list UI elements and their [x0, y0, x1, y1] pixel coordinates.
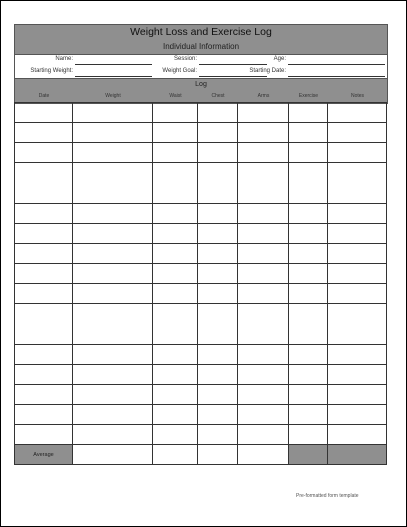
- log-cell[interactable]: [238, 264, 289, 284]
- log-cell[interactable]: [328, 103, 387, 123]
- log-row: [15, 123, 387, 143]
- log-cell[interactable]: [73, 425, 153, 445]
- average-cell[interactable]: [238, 445, 289, 465]
- average-label: Average: [15, 445, 73, 465]
- log-row: [15, 143, 387, 163]
- log-cell[interactable]: [73, 123, 153, 143]
- log-row: [15, 405, 387, 425]
- log-cell[interactable]: [238, 163, 289, 204]
- name-field[interactable]: [75, 64, 152, 65]
- log-cell[interactable]: [289, 365, 328, 385]
- weight-goal-field[interactable]: [199, 76, 267, 77]
- log-cell[interactable]: [15, 123, 73, 143]
- log-cell[interactable]: [289, 224, 328, 244]
- log-row: [15, 103, 387, 123]
- log-cell[interactable]: [328, 143, 387, 163]
- log-cell[interactable]: [198, 304, 238, 345]
- log-cell[interactable]: [153, 163, 198, 204]
- log-cell[interactable]: [238, 365, 289, 385]
- log-cell[interactable]: [238, 103, 289, 123]
- log-cell[interactable]: [15, 204, 73, 224]
- average-cell[interactable]: [153, 445, 198, 465]
- log-cell[interactable]: [153, 345, 198, 365]
- log-cell[interactable]: [73, 345, 153, 365]
- log-cell[interactable]: [198, 405, 238, 425]
- log-cell[interactable]: [328, 284, 387, 304]
- log-cell[interactable]: [153, 224, 198, 244]
- log-row: [15, 304, 387, 345]
- log-cell[interactable]: [289, 163, 328, 204]
- age-label: Age:: [273, 56, 286, 62]
- log-cell[interactable]: [328, 204, 387, 224]
- log-cell[interactable]: [198, 204, 238, 224]
- log-cell[interactable]: [73, 304, 153, 345]
- log-row: [15, 163, 387, 204]
- name-label: Name:: [55, 56, 73, 62]
- log-row: [15, 264, 387, 284]
- log-cell[interactable]: [238, 405, 289, 425]
- log-cell[interactable]: [238, 304, 289, 345]
- section-individual-info: Individual Information: [162, 42, 240, 51]
- starting-date-field[interactable]: [288, 76, 385, 77]
- log-cell[interactable]: [238, 244, 289, 264]
- log-cell[interactable]: [289, 143, 328, 163]
- log-cell[interactable]: [198, 284, 238, 304]
- column-header-date: Date: [38, 93, 50, 99]
- log-row: [15, 365, 387, 385]
- log-cell[interactable]: [238, 123, 289, 143]
- log-cell[interactable]: [73, 103, 153, 123]
- log-cell[interactable]: [153, 143, 198, 163]
- session-field[interactable]: [199, 64, 267, 65]
- log-cell[interactable]: [73, 385, 153, 405]
- log-cell[interactable]: [73, 405, 153, 425]
- log-cell[interactable]: [198, 163, 238, 204]
- column-header-waist: Waist: [169, 93, 182, 99]
- log-row: [15, 204, 387, 224]
- form-title: Weight Loss and Exercise Log: [130, 26, 272, 38]
- log-cell[interactable]: [328, 123, 387, 143]
- log-row: [15, 284, 387, 304]
- log-cell[interactable]: [15, 405, 73, 425]
- log-cell[interactable]: [15, 224, 73, 244]
- log-row: [15, 345, 387, 365]
- log-cell[interactable]: [238, 425, 289, 445]
- log-cell[interactable]: [328, 163, 387, 204]
- log-cell[interactable]: [73, 365, 153, 385]
- log-cell[interactable]: [73, 143, 153, 163]
- log-cell[interactable]: [238, 224, 289, 244]
- log-cell[interactable]: [198, 345, 238, 365]
- average-cell-disabled: [328, 445, 387, 465]
- log-cell[interactable]: [15, 365, 73, 385]
- log-cell[interactable]: [15, 304, 73, 345]
- log-cell[interactable]: [289, 345, 328, 365]
- log-cell[interactable]: [198, 103, 238, 123]
- log-row: [15, 385, 387, 405]
- log-cell[interactable]: [289, 204, 328, 224]
- log-cell[interactable]: [153, 405, 198, 425]
- log-cell[interactable]: [198, 264, 238, 284]
- log-cell[interactable]: [153, 204, 198, 224]
- log-cell[interactable]: [153, 385, 198, 405]
- average-cell[interactable]: [198, 445, 238, 465]
- log-cell[interactable]: [15, 244, 73, 264]
- log-cell[interactable]: [153, 123, 198, 143]
- column-header-notes: Notes: [350, 93, 365, 99]
- log-cell[interactable]: [198, 123, 238, 143]
- log-cell[interactable]: [198, 224, 238, 244]
- log-cell[interactable]: [198, 385, 238, 405]
- log-cell[interactable]: [73, 163, 153, 204]
- column-header-weight: Weight: [105, 93, 121, 99]
- log-cell[interactable]: [73, 204, 153, 224]
- log-cell[interactable]: [198, 425, 238, 445]
- average-cell[interactable]: [73, 445, 153, 465]
- log-cell[interactable]: [153, 425, 198, 445]
- log-cell[interactable]: [289, 385, 328, 405]
- log-cell[interactable]: [289, 244, 328, 264]
- log-cell[interactable]: [153, 103, 198, 123]
- log-row: [15, 244, 387, 264]
- log-cell[interactable]: [153, 264, 198, 284]
- session-label: Session:: [173, 56, 197, 62]
- log-cell[interactable]: [328, 304, 387, 345]
- average-row: [15, 445, 387, 465]
- log-cell[interactable]: [73, 284, 153, 304]
- starting-weight-field[interactable]: [75, 76, 152, 77]
- log-cell[interactable]: [153, 284, 198, 304]
- log-cell[interactable]: [289, 425, 328, 445]
- age-field[interactable]: [288, 64, 385, 65]
- log-cell[interactable]: [328, 264, 387, 284]
- log-cell[interactable]: [238, 385, 289, 405]
- form-header: [14, 24, 388, 55]
- log-title: Log: [195, 81, 207, 88]
- column-header-exercise: Exercise: [298, 93, 319, 99]
- footer-note: Pre-formatted form template: [296, 493, 359, 499]
- log-cell[interactable]: [238, 345, 289, 365]
- weight-goal-label: Weight Goal:: [162, 68, 197, 74]
- log-cell[interactable]: [15, 143, 73, 163]
- log-cell[interactable]: [15, 103, 73, 123]
- log-cell[interactable]: [328, 365, 387, 385]
- log-cell[interactable]: [15, 284, 73, 304]
- log-cell[interactable]: [289, 304, 328, 345]
- log-cell[interactable]: [153, 304, 198, 345]
- log-cell[interactable]: [328, 425, 387, 445]
- column-header-arms: Arms: [257, 93, 270, 99]
- log-row: [15, 425, 387, 445]
- log-cell[interactable]: [15, 163, 73, 204]
- log-cell[interactable]: [73, 224, 153, 244]
- log-header: [14, 78, 388, 104]
- log-cell[interactable]: [289, 103, 328, 123]
- log-cell[interactable]: [328, 244, 387, 264]
- log-cell[interactable]: [15, 385, 73, 405]
- log-cell[interactable]: [238, 143, 289, 163]
- log-cell[interactable]: [328, 405, 387, 425]
- individual-info-section: [14, 54, 388, 78]
- log-cell[interactable]: [238, 284, 289, 304]
- log-row: [15, 224, 387, 244]
- log-cell[interactable]: [73, 264, 153, 284]
- log-cell[interactable]: [289, 264, 328, 284]
- log-cell[interactable]: [198, 244, 238, 264]
- log-cell[interactable]: [238, 204, 289, 224]
- log-cell[interactable]: [15, 345, 73, 365]
- log-cell[interactable]: [289, 284, 328, 304]
- log-cell[interactable]: [15, 425, 73, 445]
- log-cell[interactable]: [73, 244, 153, 264]
- starting-weight-label: Starting Weight:: [30, 68, 73, 74]
- log-cell[interactable]: [153, 244, 198, 264]
- log-table: [14, 102, 387, 465]
- column-header-chest: Chest: [211, 93, 225, 99]
- log-cell[interactable]: [198, 365, 238, 385]
- log-cell[interactable]: [289, 405, 328, 425]
- log-cell[interactable]: [198, 143, 238, 163]
- starting-date-label: Starting Date:: [249, 68, 286, 74]
- average-cell-disabled: [289, 445, 328, 465]
- log-cell[interactable]: [328, 224, 387, 244]
- log-cell[interactable]: [15, 264, 73, 284]
- log-cell[interactable]: [289, 123, 328, 143]
- log-cell[interactable]: [328, 345, 387, 365]
- log-cell[interactable]: [328, 385, 387, 405]
- log-cell[interactable]: [153, 365, 198, 385]
